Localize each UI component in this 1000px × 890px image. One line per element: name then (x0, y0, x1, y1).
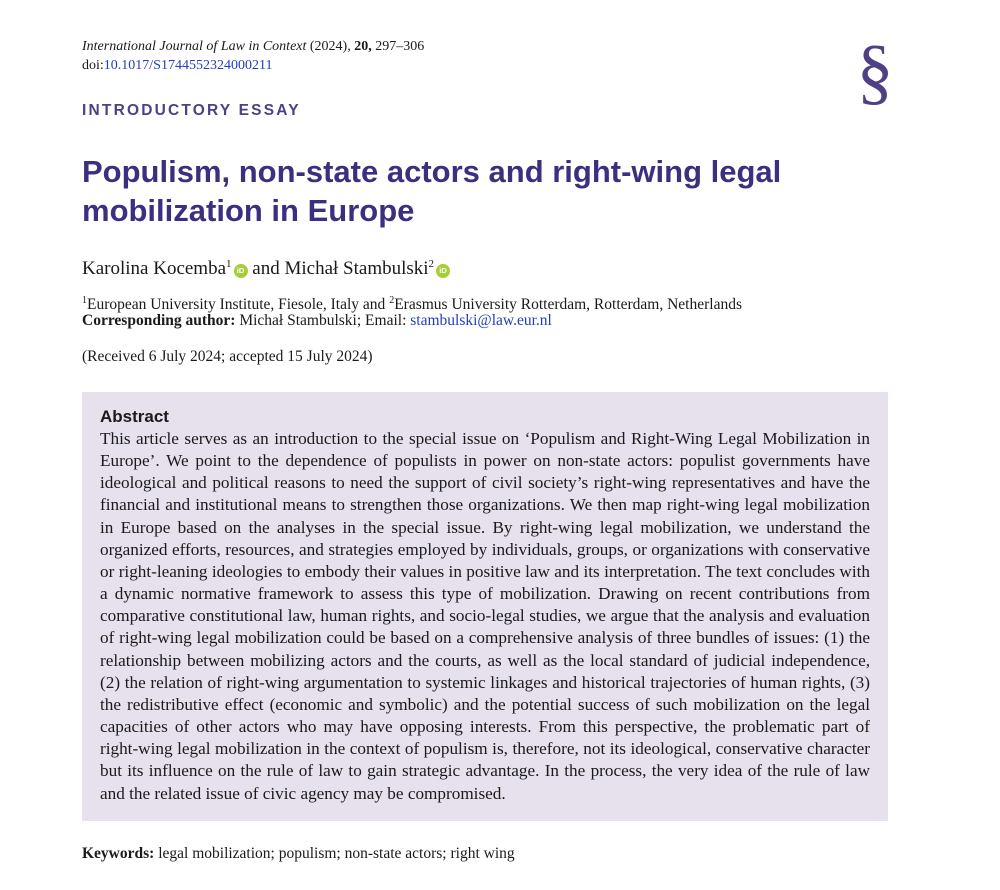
orcid-icon[interactable]: iD (234, 264, 248, 278)
orcid-icon[interactable]: iD (436, 264, 450, 278)
abstract-heading: Abstract (100, 407, 169, 426)
affiliation-text: Erasmus University Rotterdam, Rotterdam, Netherlands (394, 296, 742, 313)
affiliation-marker: 2 (389, 295, 395, 306)
journal-year: (2024), (309, 39, 351, 54)
keywords-label: Keywords: (82, 845, 155, 862)
section-sign-logo (855, 30, 895, 110)
author-line (82, 252, 450, 281)
doi-prefix: doi: (82, 58, 104, 73)
abstract-text: This article serves as an introduction to the special issue on ‘Populism and Right-Wing Legal Mobilization in Europe’. We point to the dependence of populists in power on non-state actors: populist governments have ideological and political reasons to need the support of civil society’s right-wing representatives and have the financial and institutional means to strengthen those organizations. We then map right-wing legal mobilization in Europe based on the analyses in the special issue. By right-wing legal mobilization, we understand the organized efforts, resources, and strategies employed by individuals, groups, or organizations with conservative or right-leaning ideologies to embody their values in positive law and its interpretation. The text concludes with a dynamic normative framework to assess this type of mobilization. Drawing on recent contributions from comparative constitutional law, human rights, and socio-legal studies, we argue that the analysis and evaluation of right-wing legal mobilization could be based on a comprehensive analysis of three bundles of issues: (1) the relationship between mobilizing actors and the courts, as well as the local standard of judicial independence, (2) the relation of right-wing argumentation to systemic linkages and historical trajectories of human rights, (3) the redistributive effect (economic and symbolic) and the potential success of such mobilization on the legal capacities of other actors who may have opposing interests. From this perspective, the problematic part of right-wing legal mobilization in the context of populism is, therefore, not its ideological, conservative character but its influence on the rule of law to gain strategic advantage. In the process, the very idea of the rule of law and the related issue of civic agency may be compromised. (100, 429, 870, 803)
doi-link[interactable]: 10.1017/S1744552324000211 (103, 58, 273, 73)
article-title: Populism, non-state actors and right-wing legal mobilization in Europe (82, 154, 782, 228)
keywords (82, 844, 515, 864)
affiliation-marker: 1 (82, 295, 87, 306)
received-dates: (Received 6 July 2024; accepted 15 July 2024) (82, 348, 373, 365)
journal-pages: 297–306 (375, 39, 425, 54)
affiliation-marker: 1 (226, 258, 232, 270)
section-sign-glyph: § (856, 31, 894, 110)
journal-name: International Journal of Law in Context (82, 39, 307, 54)
author-name: Karolina Kocemba (82, 258, 227, 279)
email-link[interactable]: stambulski@law.eur.nl (410, 312, 552, 329)
author-joiner: and (252, 258, 280, 279)
article-type-label: INTRODUCTORY ESSAY (82, 102, 301, 119)
corresponding-label: Corresponding author: (82, 312, 236, 329)
doi-line (82, 57, 272, 75)
journal-citation (82, 38, 424, 56)
corresponding-author (82, 311, 552, 331)
journal-volume: 20, (354, 39, 372, 54)
affiliation-marker: 2 (428, 258, 435, 270)
corresponding-name: Michał Stambulski; Email: (239, 312, 407, 329)
abstract-box (82, 392, 888, 821)
keywords-values: legal mobilization; populism; non-state actors; right wing (158, 845, 515, 862)
author-name: Michał Stambulski (284, 258, 429, 279)
affiliation-text: European University Institute, Fiesole, Italy and (87, 296, 386, 313)
